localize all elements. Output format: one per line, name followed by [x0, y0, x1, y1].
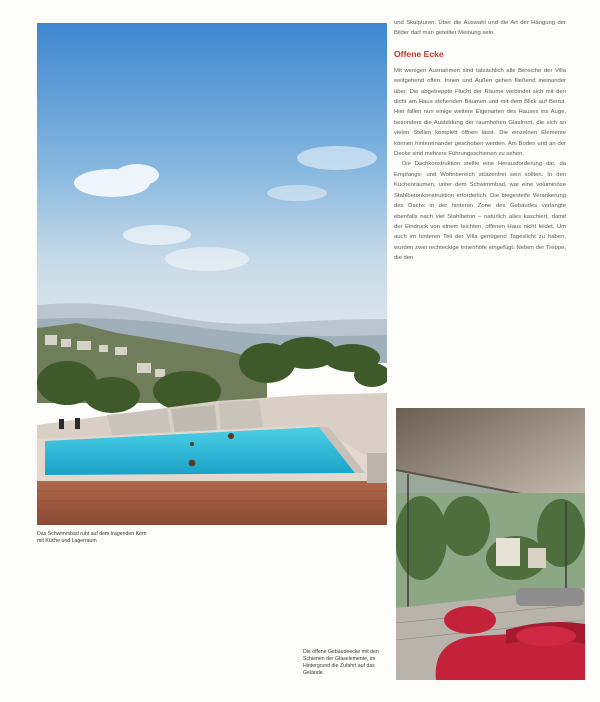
open-corner-photo	[396, 408, 585, 680]
section-heading: Offene Ecke	[394, 48, 444, 59]
pool-photo-illustration	[37, 23, 387, 525]
article-text-column	[394, 18, 566, 264]
pool-photo	[37, 23, 387, 525]
open-corner-illustration	[396, 408, 585, 680]
body-paragraph-2: Die Dachkonstruktion stellte eine Herausforderung dar, da Empfangs- und Wohnbereich stützenfrei sein sollten. In den Küchenräumen, unter dem Schwimmbad, war eine voluminöse Stahlbetonkonstruktion erforderlich. Die biegesteife Verankerung des Dachs in der hinteren Zone des Gebäudes verlangte ebenfalls nach viel Stahlbeton – natürlich alles kaschiert, damit der Eindruck von einem leichten, offenen Haus nicht leidet. Um auch im hinteren Teil der Villa genügend Tageslicht zu haben, wurden zwei rechteckige Innenhöfe eingefügt. Neben der Treppe, die den	[394, 161, 566, 262]
open-corner-caption: Die offene Gebäudeecke mit den Schienen der Glaselemente, im Hintergrund die Zufahrt auf das Gelände.	[303, 649, 379, 676]
pool-photo-caption: Das Schwimmbad ruht auf dem tragenden Kern mit Küche und Lagerraum	[37, 531, 147, 544]
intro-paragraph: und Skulpturen. Über die Auswahl und die Art der Hängung der Bilder darf man geteilter Meinung sein.	[394, 20, 566, 37]
body-paragraph-1: Mit wenigen Ausnahmen sind tatsächlich alle Bereiche der Villa weitgehend offen. Innen und Außen gehen fließend ineinander über. Die abgetreppte Flucht der Räume verbindet sich mit den dicht am Haus stehenden Bäumen und mit dem Blick auf Beirut. Hier fallen nun einige weitere Eigenarten des Hauses ins Auge, besonders die Ausbildung der raumhohen Glasfront, die sich an vielen Stellen komplett öffnen lässt. Die einzelnen Elemente können hintereinander geschoben werden. Am Boden und an der Decke sind mehrere Führungsschienen zu sehen.	[394, 67, 566, 158]
